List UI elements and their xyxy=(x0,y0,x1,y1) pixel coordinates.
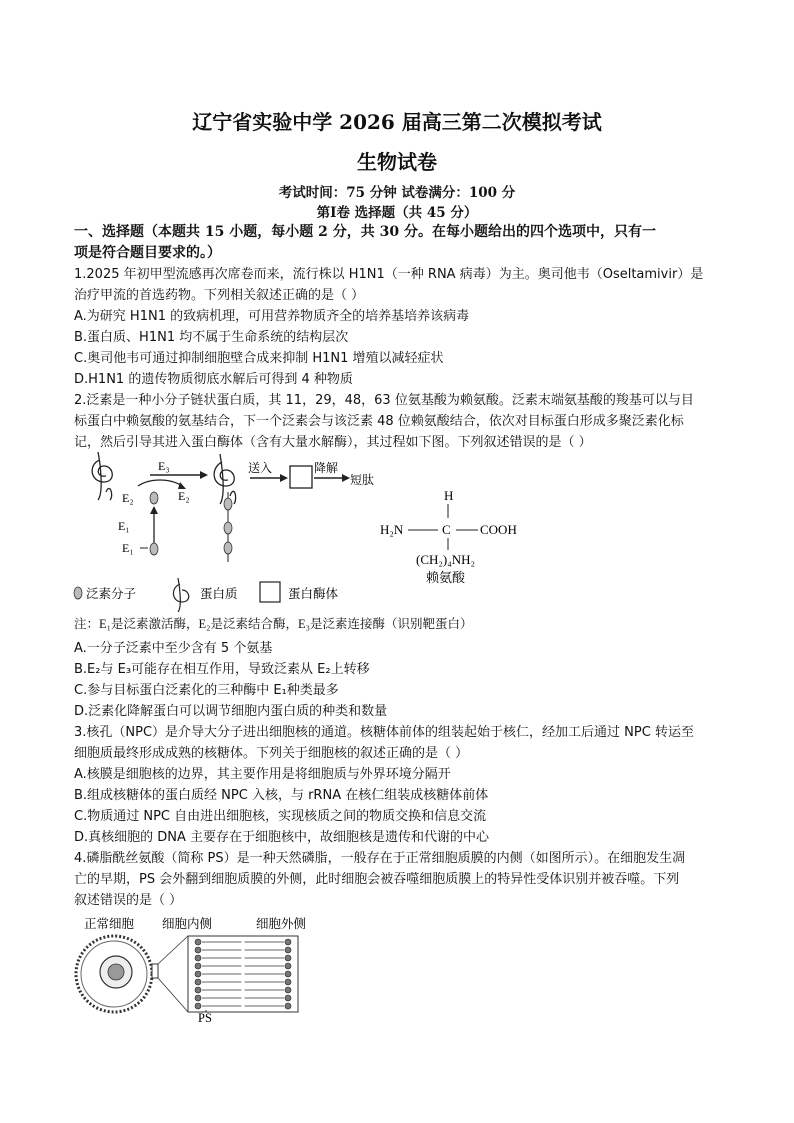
lysine-amino: H₂N xyxy=(380,522,404,537)
q2-stem-line2: 标蛋白中赖氨酸的氨基结合，下一个泛素会与该泛素 48 位赖氨酸结合，依次对目标蛋白形成多聚泛素化标 xyxy=(74,414,684,429)
q4-stem-line3: 叙述错误的是（ ） xyxy=(74,893,183,908)
normal-cell-label: 正常细胞 xyxy=(84,917,135,931)
q2-option-a: A.一分子泛素中至少含有 5 个氨基 xyxy=(74,641,273,656)
e3-label: E₃ xyxy=(158,459,170,473)
legend-ubiquitin-label: 泛素分子 xyxy=(86,587,137,601)
lysine-carboxyl: COOH xyxy=(480,522,517,537)
q1-option-b: B.蛋白质、H1N1 均不属于生命系统的结构层次 xyxy=(74,330,349,345)
q4-stem-line1: 4.磷脂酰丝氨酸（简称 PS）是一种天然磷脂，一般存在于正常细胞质膜的内侧（如图所示）。在细胞发生凋 xyxy=(74,851,686,866)
q3-option-c: C.物质通过 NPC 自由进出细胞核，实现核质之间的物质交换和信息交流 xyxy=(74,809,487,824)
legend-proteasome-label: 蛋白酶体 xyxy=(288,587,339,601)
ubiquitin-molecule xyxy=(224,522,232,534)
ubiquitin-molecule xyxy=(224,542,232,554)
legend-proteasome-icon xyxy=(260,582,280,602)
e1-bottom-label: E₁ xyxy=(122,541,134,555)
lysine-h: H xyxy=(444,488,454,503)
ubiquitin-molecule xyxy=(150,543,158,555)
q3-stem-line1: 3.核孔（NPC）是介导大分子进出细胞核的通道。核糖体前体的组装起始于核仁，经加工后通过 NPC 转运至 xyxy=(74,725,694,740)
ps-label: PS xyxy=(198,1011,212,1024)
q1-stem-line1: 1.2025 年初甲型流感再次席卷而来，流行株以 H1N1（一种 RNA 病毒）为主。奥司他韦（Oseltamivir）是 xyxy=(74,267,704,282)
lysine-alpha-carbon: C xyxy=(442,522,451,537)
part-title: 第Ⅰ卷 选择题（共 45 分） xyxy=(316,205,478,221)
q4-stem-line2: 亡的早期，PS 会外翻到细胞质膜的外侧，此时细胞会被吞噬细胞质膜上的特异性受体识别并被吞噬。下列 xyxy=(74,872,680,887)
legend-protein-label: 蛋白质 xyxy=(200,587,238,601)
inner-side-label: 细胞内侧 xyxy=(162,917,213,931)
q1-option-c: C.奥司他韦可通过抑制细胞壁合成来抑制 H1N1 增殖以减轻症状 xyxy=(74,351,444,366)
ps-membrane-figure xyxy=(70,912,330,1024)
outer-side-label: 细胞外侧 xyxy=(256,917,307,931)
legend-ubiquitin-icon xyxy=(74,587,82,599)
membrane-bilayer xyxy=(188,936,298,1012)
q1-option-d: D.H1N1 的遗传物质彻底水解后可得到 4 种物质 xyxy=(74,372,353,387)
exam-info: 考试时间：75 分钟 试卷满分：100 分 xyxy=(278,185,516,201)
lysine-name: 赖氨酸 xyxy=(426,570,466,585)
cell-icon xyxy=(76,936,152,1012)
q3-stem-line2: 细胞质最终形成成熟的核糖体。下列关于细胞核的叙述正确的是（ ） xyxy=(74,746,469,761)
exam-title: 辽宁省实验中学 2026 届高三第二次模拟考试 xyxy=(192,110,602,134)
section-heading-line1: 一、选择题（本题共 15 小题，每小题 2 分，共 30 分。在每小题给出的四个选项中，只有一 xyxy=(74,224,656,240)
q3-option-d: D.真核细胞的 DNA 主要存在于细胞核中，故细胞核是遗传和代谢的中心 xyxy=(74,830,490,845)
ubiquitin-molecule xyxy=(224,498,232,510)
protein-icon xyxy=(92,452,112,500)
q2-option-d: D.泛素化降解蛋白可以调节细胞内蛋白质的种类和数量 xyxy=(74,704,388,719)
e1-top-label: E₁ xyxy=(118,519,130,533)
subject-title: 生物试卷 xyxy=(357,150,437,174)
proteasome-box xyxy=(290,466,312,488)
ubiquitin-molecule xyxy=(150,492,158,504)
ubiquitination-figure xyxy=(70,452,540,612)
q3-option-a: A.核膜是细胞核的边界，其主要作用是将细胞质与外界环境分隔开 xyxy=(74,767,451,782)
q2-option-c: C.参与目标蛋白泛素化的三种酶中 E₁种类最多 xyxy=(74,683,339,698)
legend-protein-icon xyxy=(173,578,188,612)
q2-option-b: B.E₂与 E₃可能存在相互作用，导致泛素从 E₂上转移 xyxy=(74,662,370,677)
q2-note: 注：E₁是泛素激活酶，E₂是泛素结合酶，E₃是泛素连接酶（识别靶蛋白） xyxy=(74,617,473,631)
q2-stem-line3: 记，然后引导其进入蛋白酶体（含有大量水解酶），其过程如下图。下列叙述错误的是（ ） xyxy=(74,435,592,450)
short-peptide-label: 短肽 xyxy=(350,473,375,487)
q3-option-b: B.组成核糖体的蛋白质经 NPC 入核，与 rRNA 在核仁组装成核糖体前体 xyxy=(74,788,489,803)
lysine-side-chain: (CH₂)₄NH₂ xyxy=(416,552,476,567)
q1-option-a: A.为研究 H1N1 的致病机理，可用营养物质齐全的培养基培养该病毒 xyxy=(74,309,470,324)
e2-right-label: E₂ xyxy=(178,489,190,503)
q2-stem-line1: 2.泛素是一种小分子链状蛋白质，其 11，29，48，63 位氨基酸为赖氨酸。泛素末端氨基酸的羧基可以与目 xyxy=(74,393,694,408)
degrade-label: 降解 xyxy=(314,461,339,475)
q1-stem-line2: 治疗甲流的首选药物。下列相关叙述正确的是（ ） xyxy=(74,288,365,303)
protein-icon xyxy=(214,454,236,504)
e2-left-label: E₂ xyxy=(122,491,134,505)
enter-label: 送入 xyxy=(248,461,273,475)
section-heading-line2: 项是符合题目要求的。） xyxy=(74,245,221,261)
